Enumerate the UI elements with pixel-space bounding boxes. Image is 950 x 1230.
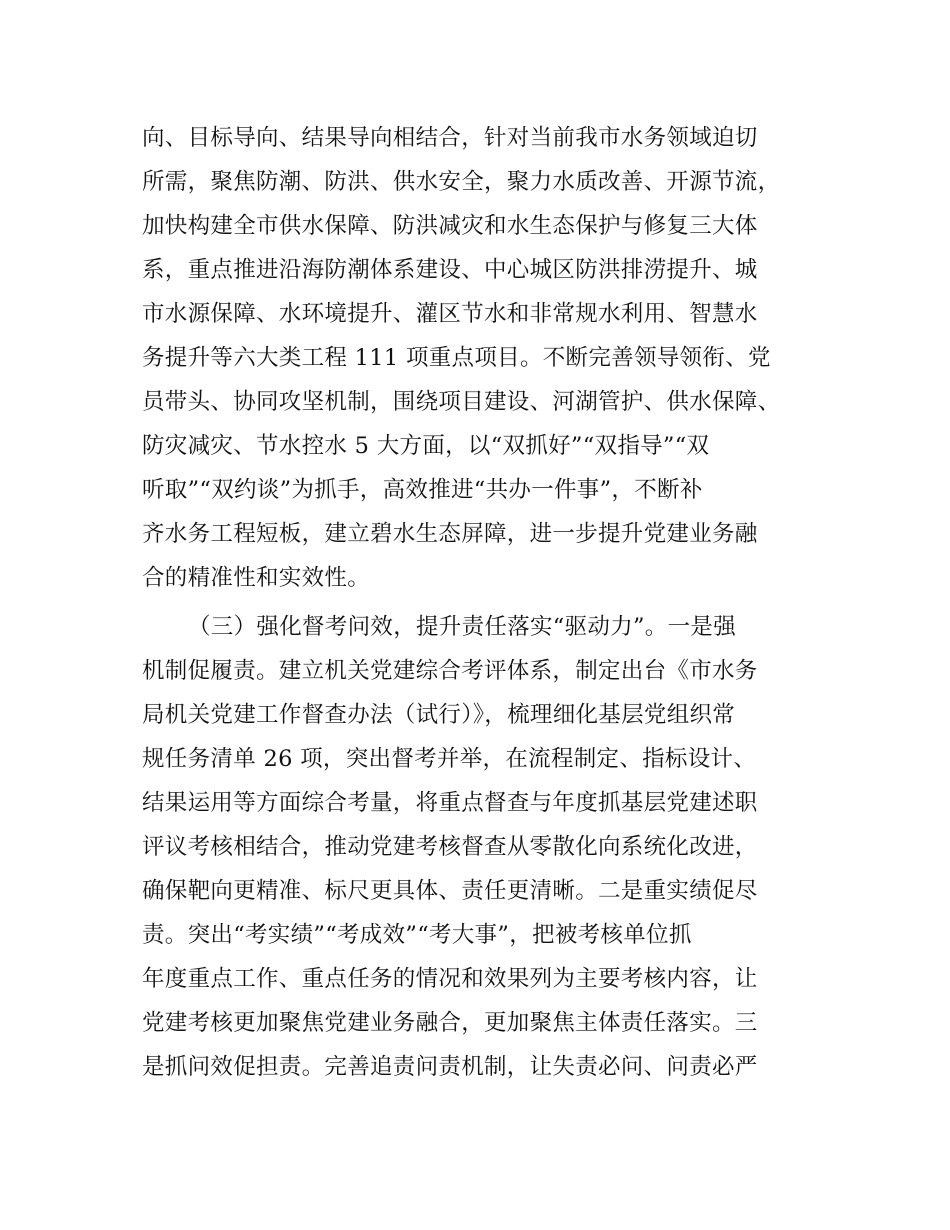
paragraph-line: 结果运用等方面综合考量，将重点督查与年度抓基层党建述职 [142,790,758,816]
paragraph-line: 齐水务工程短板，建立碧水生态屏障，进一步提升党建业务融 [142,521,758,547]
paragraph-line: 评议考核相结合，推动党建考核督查从零散化向系统化改进， [142,834,758,860]
paragraph-line: （三）强化督考问效，提升责任落实“驱动力”。一是强 [188,614,737,640]
paragraph-line: 责。突出“考实绩”“考成效”“考大事”，把被考核单位抓 [142,922,692,948]
paragraph-line: 务提升等六大类工程 111 项重点项目。不断完善领导领衔、党 [142,345,771,371]
paragraph-line: 确保靶向更精准、标尺更具体、责任更清晰。二是重实绩促尽 [142,878,758,904]
paragraph-line: 市水源保障、水环境提升、灌区节水和非常规水利用、智慧水 [142,301,758,327]
paragraph-line: 机制促履责。建立机关党建综合考评体系，制定出台《市水务 [142,658,758,684]
paragraph-line: 所需，聚焦防潮、防洪、供水安全，聚力水质改善、开源节流， [142,169,781,195]
paragraph-line: 局机关党建工作督查办法（试行）》，梳理细化基层党组织常 [142,702,736,728]
paragraph-line: 规任务清单 26 项，突出督考并举，在流程制定、指标设计、 [142,746,757,772]
paragraph-line: 向、目标导向、结果导向相结合，针对当前我市水务领域迫切 [142,125,758,151]
paragraph-line: 系，重点推进沿海防潮体系建设、中心城区防洪排涝提升、城 [142,257,758,283]
paragraph-line: 防灾减灾、节水控水 5 大方面，以“双抓好”“双指导”“双 [142,433,710,459]
paragraph-line: 员带头、协同攻坚机制，围绕项目建设、河湖管护、供水保障、 [142,389,781,415]
paragraph-line: 合的精准性和实效性。 [142,565,371,591]
paragraph-line: 听取”“双约谈”为抓手，高效推进“共办一件事”，不断补 [142,477,703,503]
paragraph-line: 是抓问效促担责。完善追责问责机制，让失责必问、问责必严 [142,1054,758,1080]
paragraph-2 [142,605,822,1089]
paragraph-line: 党建考核更加聚焦党建业务融合，更加聚焦主体责任落实。三 [142,1010,758,1036]
paragraph-1 [142,116,822,600]
paragraph-line: 加快构建全市供水保障、防洪减灾和水生态保护与修复三大体 [142,213,758,239]
paragraph-line: 年度重点工作、重点任务的情况和效果列为主要考核内容，让 [142,966,758,992]
